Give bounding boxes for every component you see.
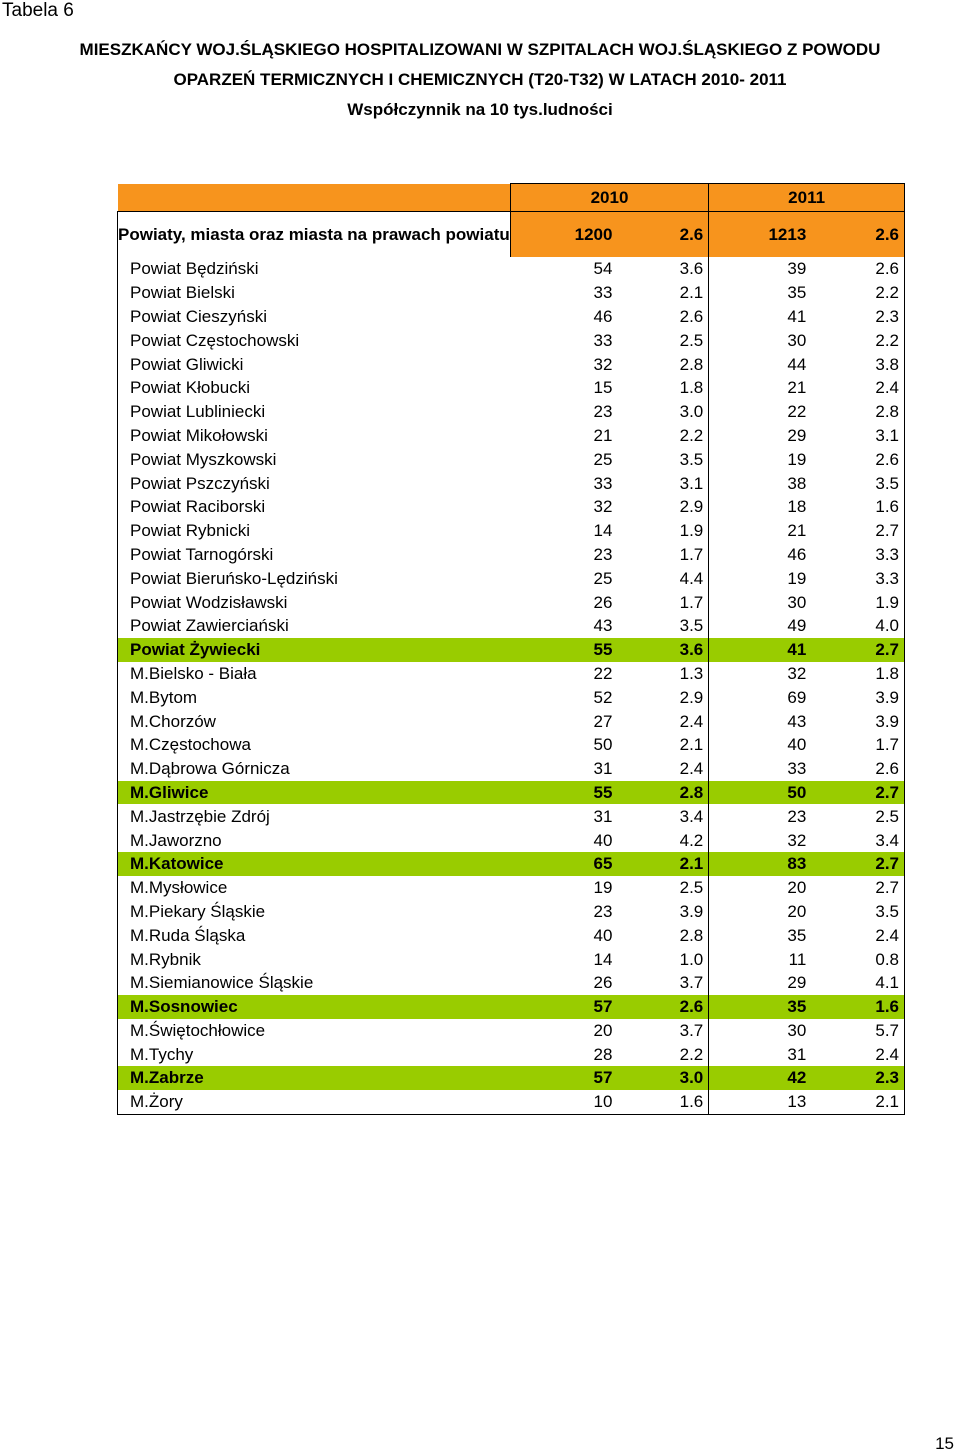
rate-2011: 2.4 — [811, 923, 904, 947]
count-2010: 22 — [593, 663, 613, 683]
table-row — [118, 757, 905, 781]
count-2011: 19 — [787, 449, 807, 469]
count-2010: 46 — [593, 306, 613, 326]
rate-2011: 1.9 — [811, 590, 904, 614]
rate-2010: 3.6 — [617, 638, 708, 662]
count-2010: 31 — [593, 806, 613, 826]
count-2010: 23 — [593, 901, 613, 921]
rate-2010: 2.8 — [617, 923, 708, 947]
count-2010: 57 — [510, 995, 617, 1019]
rate-2011: 4.1 — [811, 971, 904, 995]
rate-2010: 2.4 — [617, 757, 708, 781]
region-name: Powiat Mikołowski — [118, 424, 511, 448]
table-row — [118, 638, 905, 662]
table-row — [118, 804, 905, 828]
count-2010: 33 — [593, 473, 613, 493]
count-2011: 30 — [787, 330, 807, 350]
count-2010: 32 — [593, 497, 613, 517]
table-row — [118, 923, 905, 947]
rate-2011: 2.4 — [811, 1042, 904, 1066]
table-row — [118, 685, 905, 709]
rate-2011: 3.9 — [811, 709, 904, 733]
rate-2011: 3.3 — [811, 566, 904, 590]
count-2010: 32 — [593, 354, 613, 374]
table-row — [118, 900, 905, 924]
count-2011: 23 — [787, 806, 807, 826]
rate-2010: 3.0 — [617, 400, 708, 424]
table-row — [118, 852, 905, 876]
table-row — [118, 281, 905, 305]
region-name: Powiat Będziński — [118, 257, 511, 281]
rate-2010: 2.1 — [617, 733, 708, 757]
document-title — [0, 35, 960, 125]
table-row — [118, 876, 905, 900]
rate-2010: 2.9 — [617, 685, 708, 709]
count-2011: 40 — [787, 735, 807, 755]
count-2010: 40 — [593, 925, 613, 945]
rate-2011: 2.2 — [811, 281, 904, 305]
region-name: Powiat Zawierciański — [118, 614, 511, 638]
table-label: Tabela 6 — [2, 0, 74, 21]
count-2011: 29 — [787, 973, 807, 993]
table-row — [118, 400, 905, 424]
count-2011: 30 — [787, 1020, 807, 1040]
count-2010: 19 — [593, 878, 613, 898]
count-2010: 14 — [593, 949, 613, 969]
rate-2011: 5.7 — [811, 1019, 904, 1043]
rate-2011: 2.7 — [811, 781, 904, 805]
region-name: Powiat Tarnogórski — [118, 543, 511, 567]
region-name: Powiat Gliwicki — [118, 352, 511, 376]
rate-2011: 2.1 — [811, 1090, 904, 1114]
rate-2011: 1.6 — [811, 995, 904, 1019]
rate-2010: 2.5 — [617, 328, 708, 352]
blank-header-cell — [118, 184, 511, 212]
rate-2011: 2.7 — [811, 852, 904, 876]
count-2011: 32 — [787, 830, 807, 850]
total-2010-count: 1200 — [510, 212, 617, 258]
table-row — [118, 471, 905, 495]
count-2010: 23 — [593, 544, 613, 564]
region-name: Powiat Pszczyński — [118, 471, 511, 495]
region-name: M.Żory — [118, 1090, 511, 1114]
rate-2010: 3.7 — [617, 971, 708, 995]
title-line-2: OPARZEŃ TERMICZNYCH I CHEMICZNYCH (T20-T32) W LATACH 2010- 2011 — [173, 70, 787, 89]
rate-2010: 2.4 — [617, 709, 708, 733]
region-name: M.Sosnowiec — [118, 995, 511, 1019]
rate-2011: 2.6 — [811, 447, 904, 471]
count-2011: 39 — [787, 259, 807, 279]
table-row — [118, 447, 905, 471]
rate-2011: 2.2 — [811, 328, 904, 352]
year-header-row — [118, 184, 905, 212]
table-row — [118, 495, 905, 519]
region-name: Powiat Częstochowski — [118, 328, 511, 352]
count-2010: 33 — [593, 283, 613, 303]
title-line-3: Współczynnik na 10 tys.ludności — [347, 100, 613, 119]
table-row — [118, 566, 905, 590]
rate-2011: 2.3 — [811, 305, 904, 329]
table-row — [118, 257, 905, 281]
region-column-header: Powiaty, miasta oraz miasta na prawach powiatu — [118, 212, 511, 258]
rate-2011: 3.5 — [811, 471, 904, 495]
rate-2010: 3.5 — [617, 614, 708, 638]
table-row — [118, 709, 905, 733]
count-2010: 55 — [510, 781, 617, 805]
region-name: Powiat Kłobucki — [118, 376, 511, 400]
page-number: 15 — [935, 1434, 954, 1453]
count-2010: 23 — [593, 402, 613, 422]
rate-2010: 3.0 — [617, 1066, 708, 1090]
count-2011: 13 — [709, 1090, 812, 1114]
region-name: M.Jastrzębie Zdrój — [118, 804, 511, 828]
count-2010: 40 — [593, 830, 613, 850]
count-2011: 31 — [787, 1044, 807, 1064]
region-name: M.Chorzów — [118, 709, 511, 733]
region-name: Powiat Bielski — [118, 281, 511, 305]
rate-2010: 2.1 — [617, 281, 708, 305]
count-2011: 41 — [787, 306, 807, 326]
region-name: Powiat Rybnicki — [118, 519, 511, 543]
rate-2010: 1.9 — [617, 519, 708, 543]
count-2011: 32 — [787, 663, 807, 683]
region-name: M.Świętochłowice — [118, 1019, 511, 1043]
count-2010: 26 — [593, 592, 613, 612]
region-name: M.Piekary Śląskie — [118, 900, 511, 924]
count-2011: 11 — [788, 949, 807, 969]
rate-2010: 2.2 — [617, 424, 708, 448]
table-row — [118, 733, 905, 757]
rate-2010: 2.1 — [617, 852, 708, 876]
table-row — [118, 305, 905, 329]
table-row — [118, 995, 905, 1019]
count-2010: 25 — [593, 449, 613, 469]
count-2011: 18 — [787, 497, 807, 517]
rate-2010: 2.8 — [617, 352, 708, 376]
total-2011-count: 1213 — [709, 212, 812, 258]
region-name: Powiat Bieruńsko-Lędziński — [118, 566, 511, 590]
count-2010: 10 — [510, 1090, 617, 1114]
rate-2011: 3.9 — [811, 685, 904, 709]
count-2011: 21 — [787, 378, 807, 398]
rate-2010: 2.6 — [617, 305, 708, 329]
rate-2011: 2.3 — [811, 1066, 904, 1090]
count-2010: 55 — [510, 638, 617, 662]
table-row — [118, 1090, 905, 1114]
table-row — [118, 424, 905, 448]
data-table — [117, 183, 905, 1115]
count-2011: 69 — [787, 687, 807, 707]
count-2011: 46 — [787, 544, 807, 564]
rate-2010: 1.3 — [617, 662, 708, 686]
count-2011: 30 — [787, 592, 807, 612]
rate-2011: 2.6 — [811, 257, 904, 281]
count-2011: 41 — [709, 638, 812, 662]
count-2010: 31 — [593, 759, 613, 779]
count-2010: 33 — [593, 330, 613, 350]
rate-2010: 2.8 — [617, 781, 708, 805]
rate-2011: 3.1 — [811, 424, 904, 448]
rate-2010: 4.4 — [617, 566, 708, 590]
total-2011-rate: 2.6 — [811, 212, 904, 258]
region-name: M.Bielsko - Biała — [118, 662, 511, 686]
table-row — [118, 1019, 905, 1043]
count-2011: 44 — [787, 354, 807, 374]
rate-2011: 2.6 — [811, 757, 904, 781]
rate-2011: 2.7 — [811, 876, 904, 900]
region-name: M.Siemianowice Śląskie — [118, 971, 511, 995]
title-line-1: MIESZKAŃCY WOJ.ŚLĄSKIEGO HOSPITALIZOWANI W SZPITALACH WOJ.ŚLĄSKIEGO Z POWODU — [79, 40, 881, 59]
count-2011: 20 — [787, 901, 807, 921]
table-row — [118, 519, 905, 543]
rate-2011: 2.7 — [811, 519, 904, 543]
rate-2010: 1.8 — [617, 376, 708, 400]
count-2010: 54 — [593, 259, 613, 279]
count-2011: 20 — [787, 878, 807, 898]
count-2010: 25 — [593, 568, 613, 588]
region-name: M.Mysłowice — [118, 876, 511, 900]
table-row — [118, 781, 905, 805]
region-name: M.Tychy — [118, 1042, 511, 1066]
rate-2010: 4.2 — [617, 828, 708, 852]
count-2011: 35 — [787, 925, 807, 945]
rate-2011: 2.8 — [811, 400, 904, 424]
count-2011: 35 — [709, 995, 812, 1019]
count-2010: 20 — [593, 1020, 613, 1040]
table-row — [118, 1042, 905, 1066]
rate-2011: 3.3 — [811, 543, 904, 567]
count-2011: 38 — [787, 473, 807, 493]
rate-2011: 1.8 — [811, 662, 904, 686]
rate-2011: 0.8 — [811, 947, 904, 971]
rate-2011: 1.6 — [811, 495, 904, 519]
table-row — [118, 352, 905, 376]
table-row — [118, 543, 905, 567]
count-2010: 57 — [510, 1066, 617, 1090]
count-2011: 21 — [787, 521, 807, 541]
table-row — [118, 376, 905, 400]
region-name: M.Ruda Śląska — [118, 923, 511, 947]
region-name: Powiat Myszkowski — [118, 447, 511, 471]
count-2010: 21 — [593, 425, 613, 445]
region-name: Powiat Lubliniecki — [118, 400, 511, 424]
rate-2011: 3.8 — [811, 352, 904, 376]
count-2011: 22 — [787, 402, 807, 422]
region-name: M.Bytom — [118, 685, 511, 709]
count-2010: 50 — [593, 735, 613, 755]
region-name: M.Częstochowa — [118, 733, 511, 757]
rate-2011: 2.7 — [811, 638, 904, 662]
count-2010: 15 — [593, 378, 613, 398]
table-row — [118, 971, 905, 995]
region-name: M.Dąbrowa Górnicza — [118, 757, 511, 781]
total-2010-rate: 2.6 — [617, 212, 708, 258]
rate-2011: 3.4 — [811, 828, 904, 852]
table-row — [118, 590, 905, 614]
region-name: M.Jaworzno — [118, 828, 511, 852]
rate-2010: 2.5 — [617, 876, 708, 900]
rate-2010: 1.0 — [617, 947, 708, 971]
count-2010: 27 — [593, 711, 613, 731]
region-name: Powiat Żywiecki — [118, 638, 511, 662]
count-2011: 43 — [787, 711, 807, 731]
count-2010: 43 — [593, 616, 613, 636]
region-name: M.Gliwice — [118, 781, 511, 805]
count-2011: 83 — [709, 852, 812, 876]
count-2010: 26 — [593, 973, 613, 993]
year-2010-header: 2010 — [510, 184, 709, 212]
rate-2010: 3.1 — [617, 471, 708, 495]
rate-2011: 2.4 — [811, 376, 904, 400]
rate-2010: 2.2 — [617, 1042, 708, 1066]
rate-2010: 3.6 — [617, 257, 708, 281]
rate-2011: 1.7 — [811, 733, 904, 757]
region-name: Powiat Wodzisławski — [118, 590, 511, 614]
rate-2011: 3.5 — [811, 900, 904, 924]
rate-2010: 1.6 — [617, 1090, 708, 1114]
region-name: M.Zabrze — [118, 1066, 511, 1090]
count-2011: 33 — [787, 759, 807, 779]
rate-2010: 1.7 — [617, 543, 708, 567]
rate-2010: 2.9 — [617, 495, 708, 519]
count-2010: 28 — [593, 1044, 613, 1064]
rate-2010: 3.9 — [617, 900, 708, 924]
rate-2010: 1.7 — [617, 590, 708, 614]
count-2011: 29 — [787, 425, 807, 445]
table-row — [118, 662, 905, 686]
count-2010: 14 — [593, 521, 613, 541]
count-2011: 42 — [709, 1066, 812, 1090]
region-name: M.Katowice — [118, 852, 511, 876]
count-2011: 19 — [787, 568, 807, 588]
totals-header-row — [118, 212, 905, 258]
table-row — [118, 614, 905, 638]
rate-2011: 4.0 — [811, 614, 904, 638]
rate-2011: 2.5 — [811, 804, 904, 828]
count-2011: 35 — [787, 283, 807, 303]
rate-2010: 2.6 — [617, 995, 708, 1019]
rate-2010: 3.7 — [617, 1019, 708, 1043]
table-row — [118, 947, 905, 971]
count-2010: 52 — [593, 687, 613, 707]
table-row — [118, 1066, 905, 1090]
count-2011: 50 — [709, 781, 812, 805]
year-2011-header: 2011 — [709, 184, 905, 212]
region-name: Powiat Raciborski — [118, 495, 511, 519]
region-name: Powiat Cieszyński — [118, 305, 511, 329]
count-2011: 49 — [787, 616, 807, 636]
rate-2010: 3.5 — [617, 447, 708, 471]
region-name: M.Rybnik — [118, 947, 511, 971]
count-2010: 65 — [510, 852, 617, 876]
rate-2010: 3.4 — [617, 804, 708, 828]
table-row — [118, 828, 905, 852]
table-row — [118, 328, 905, 352]
